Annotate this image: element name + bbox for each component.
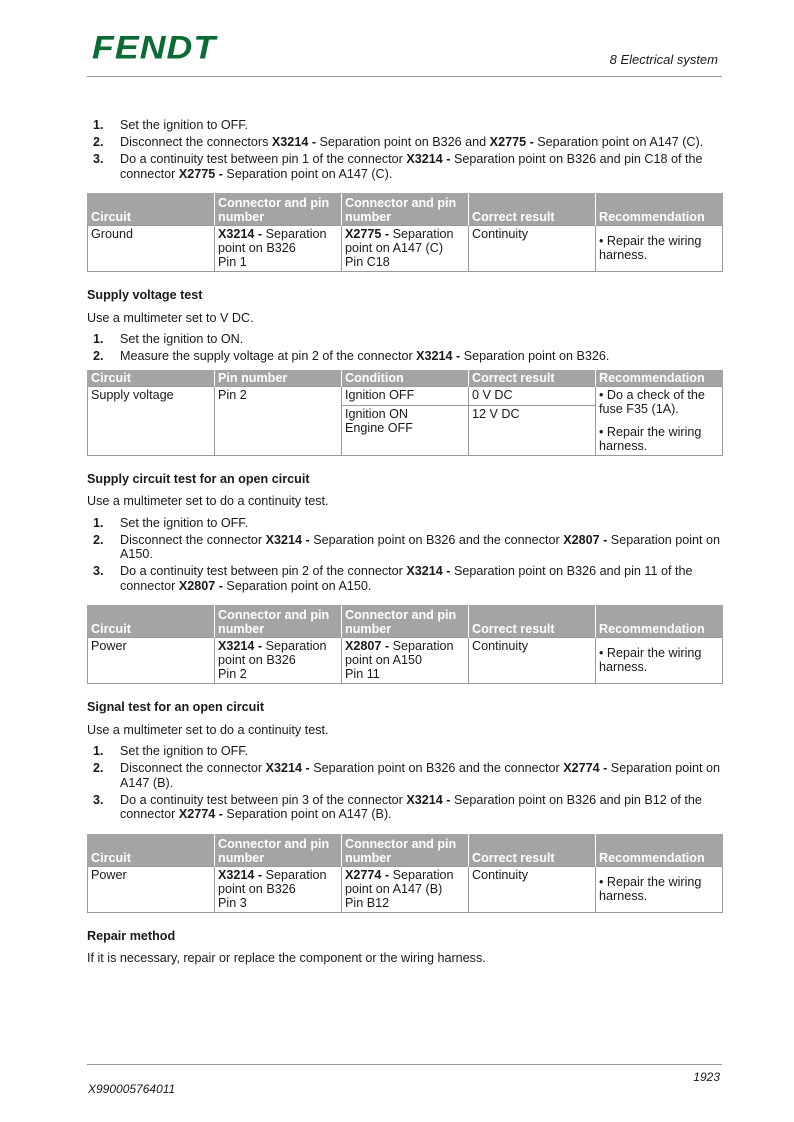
step-number: 3. [93,564,104,578]
circuit-cell: Ground [88,226,215,272]
connector-id: X2775 - [178,166,223,181]
step-item: 2. Measure the supply voltage at pin 2 of the connector X3214 - Separation point on B326. [93,349,610,363]
col-header: Connector and pin number [215,605,342,638]
connector-id: X2775 - [489,135,534,149]
section-heading: Supply voltage test [87,288,203,302]
connector-id: X3214 - [406,564,451,578]
section-title: 8 Electrical system [609,52,718,67]
circuit-cell: Power [88,866,215,912]
col-header: Circuit [88,370,215,387]
step-number: 2. [93,761,104,775]
supply-open-table [87,605,723,684]
supply-voltage-table [87,370,723,456]
col-header: Pin number [215,370,342,387]
col-header: Recommendation [596,834,723,867]
step-item: 2. Disconnect the connector X3214 - Separation point on B326 and the connector X2807 - Separation point on A150. [93,532,721,561]
connector-id: X2807 - [178,578,223,593]
col-header: Correct result [469,605,596,638]
circuit-cell: Power [88,638,215,684]
fendt-logo [92,32,250,64]
step-number: 1. [93,332,104,346]
section-heading: Supply circuit test for an open circuit [87,471,310,486]
step-number: 3. [93,152,104,166]
result-cell: Continuity [469,226,596,272]
step-number: 1. [93,744,104,758]
connector-id: X3214 - [265,532,310,547]
step-number: 2. [93,532,104,547]
steps-list [87,332,722,364]
pin-cell: Pin 2 [215,386,342,455]
recommendation-cell: • Repair the wiring harness. [596,638,723,684]
col-header: Recommendation [596,370,723,387]
step-number: 2. [93,135,104,149]
connector-id: X3214 - [271,135,317,149]
section-heading: Repair method [87,928,176,943]
lead-text: Use a multimeter set to do a continuity test. [87,722,329,737]
step-item: 1. Set the ignition to OFF. [93,515,249,530]
connector-id: X3214 - [265,761,310,775]
step-number: 2. [93,349,104,363]
steps-list [87,118,722,181]
col-header: Connector and pin number [342,834,469,867]
connector-cell: X2807 - Separation point on A150 Pin 11 [342,638,469,684]
condition-cell: Ignition ON Engine OFF [342,405,469,455]
table-row [88,866,723,912]
col-header: Circuit [88,605,215,638]
circuit-cell: Supply voltage [88,386,215,455]
connector-cell: X3214 - Separation point on B326 Pin 2 [215,638,342,684]
table-row [88,638,723,684]
step-number: 1. [93,515,104,530]
col-header: Connector and pin number [215,834,342,867]
step-item: 2. Disconnect the connectors X3214 - Separation point on B326 and X2775 - Separation point on A147 (C). [93,135,704,149]
result-cell: 0 V DC [469,386,596,405]
col-header: Circuit [88,193,215,226]
connector-id: X2807 - [563,532,608,547]
col-header: Correct result [469,834,596,867]
table-row [88,226,723,272]
step-number: 1. [93,118,104,132]
step-item: 3. Do a continuity test between pin 1 of the connector X3214 - Separation point on B326 and pin C18 of the connector X2775 - Separation point on A147 (C). [93,152,703,181]
step-item: 1. Set the ignition to OFF. [93,744,249,758]
step-item: 3. Do a continuity test between pin 2 of the connector X3214 - Separation point on B326 and pin 11 of the connector X2807 - Separation point on A150. [93,564,693,593]
col-header: Correct result [469,193,596,226]
repair-text: If it is necessary, repair or replace the component or the wiring harness. [87,951,486,965]
col-header: Recommendation [596,193,723,226]
result-cell: Continuity [469,638,596,684]
recommendation-cell: • Repair the wiring harness. [596,866,723,912]
page-number: 1923 [693,1070,720,1084]
logo-text: FENDT [92,32,217,64]
step-item: 2. Disconnect the connector X3214 - Separation point on B326 and the connector X2774 - Separation point on A147 (B). [93,761,721,790]
header-divider [87,76,722,77]
document-id: X990005764011 [88,1082,176,1096]
connector-cell: X3214 - Separation point on B326 Pin 1 [215,226,342,272]
table-row [88,386,723,405]
connector-id: X2774 - [178,807,223,821]
recommendation-cell [596,386,723,455]
col-header: Correct result [469,370,596,387]
lead-text: Use a multimeter set to do a continuity test. [87,494,329,508]
step-item: 3. Do a continuity test between pin 3 of the connector X3214 - Separation point on B326 and pin B12 of the connector X2774 - Separation point on A147 (B). [93,792,702,821]
steps-list [87,744,722,822]
connector-id: X3214 - [406,152,451,166]
col-header: Circuit [88,834,215,867]
steps-list [87,516,722,594]
col-header: Connector and pin number [215,193,342,226]
page-content [87,118,722,973]
section-heading: Signal test for an open circuit [87,700,265,714]
connector-id: X2774 - [563,761,608,775]
condition-cell: Ignition OFF [342,386,469,405]
ground-test-table [87,193,723,272]
connector-id: X3214 - [416,349,461,363]
step-item: 1. Set the ignition to ON. [93,332,244,346]
connector-cell: X2775 - Separation point on A147 (C) Pin C18 [342,226,469,272]
col-header: Connector and pin number [342,605,469,638]
connector-cell: X2774 - Separation point on A147 (B) Pin B12 [342,866,469,912]
signal-open-table [87,834,723,913]
result-cell: Continuity [469,866,596,912]
recommendation-fuse: • Do a check of the fuse F35 (1A). [599,387,705,416]
col-header: Connector and pin number [342,193,469,226]
recommendation-cell: • Repair the wiring harness. [596,226,723,272]
recommendation-harness: • Repair the wiring harness. [599,424,702,453]
connector-id: X3214 - [406,792,451,807]
step-item: 1. Set the ignition to OFF. [93,118,249,132]
footer-divider [87,1064,722,1065]
result-cell: 12 V DC [469,405,596,455]
step-number: 3. [93,792,104,807]
col-header: Condition [342,370,469,387]
col-header: Recommendation [596,605,723,638]
connector-cell: X3214 - Separation point on B326 Pin 3 [215,866,342,912]
lead-text: Use a multimeter set to V DC. [87,310,254,325]
